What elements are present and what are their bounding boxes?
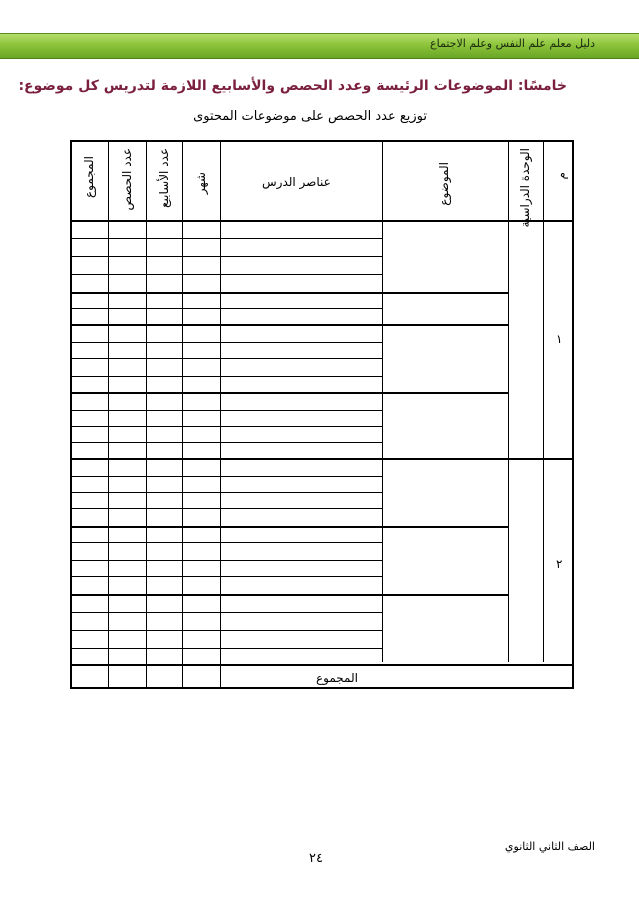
col-divider bbox=[182, 142, 183, 687]
header-weeks: عدد الأسابيع bbox=[157, 148, 171, 208]
table-subtitle: توزيع عدد الحصص على موضوعات المحتوى bbox=[193, 109, 427, 124]
header-periods: عدد الحصص bbox=[120, 148, 134, 211]
header-month: شهر bbox=[194, 172, 208, 195]
header-topic: الموضوع bbox=[437, 162, 451, 206]
footer-grade: الصف الثاني الثانوي bbox=[504, 840, 595, 853]
header-index: م bbox=[554, 172, 568, 180]
page-number: ٢٤ bbox=[309, 851, 323, 866]
header-unit: الوحدة الدراسية bbox=[518, 148, 532, 228]
header-bar bbox=[0, 33, 639, 59]
table-total-label: المجموع bbox=[316, 671, 358, 685]
col-divider bbox=[108, 142, 109, 687]
header-lesson-elements: عناصر الدرس bbox=[262, 175, 331, 189]
section-title: خامسًا: الموضوعات الرئيسة وعدد الحصص والأسابيع اللازمة لتدريس كل موضوع: bbox=[18, 78, 567, 94]
header-total: المجموع bbox=[82, 156, 96, 198]
distribution-table bbox=[70, 140, 574, 689]
col-divider bbox=[146, 142, 147, 687]
row-number-2: ٢ bbox=[556, 557, 563, 571]
header-divider bbox=[72, 220, 572, 222]
header-title: دليل معلم علم النفس وعلم الاجتماع bbox=[430, 37, 595, 50]
col-divider bbox=[220, 142, 221, 687]
row-number-1: ١ bbox=[556, 332, 563, 346]
